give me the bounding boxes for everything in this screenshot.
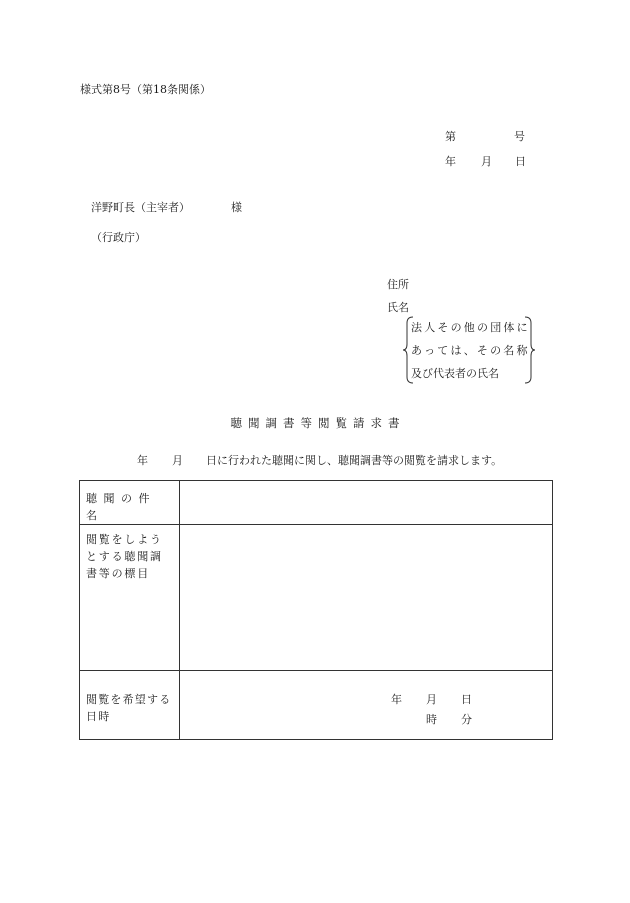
table-row: [80, 671, 553, 740]
datetime-year: 年: [391, 693, 402, 706]
note-line-1: 法人その他の団体に: [411, 321, 530, 334]
date-year: 年: [445, 155, 456, 168]
addressee-name: 洋野町長（主宰者）: [91, 201, 190, 214]
date-month: 月: [481, 155, 492, 168]
doc-number-dai: 第: [445, 130, 456, 143]
request-table: [79, 480, 553, 740]
desired-datetime-field[interactable]: [180, 671, 553, 740]
record-items-label-cell: [80, 525, 180, 671]
hearing-subject-field[interactable]: [180, 481, 553, 525]
sentence-year: 年: [137, 454, 148, 467]
doc-number-go: 号: [514, 130, 525, 143]
document-title: 聴聞調書等閲覧請求書: [230, 416, 406, 430]
address-label: 住所: [387, 278, 409, 291]
table-row: [80, 481, 553, 525]
datetime-day: 日: [461, 693, 472, 706]
addressee-agency: （行政庁）: [91, 231, 146, 244]
table-row: [80, 525, 553, 671]
note-line-2: あっては、その名称: [411, 344, 530, 357]
record-items-field[interactable]: [180, 525, 553, 671]
addressee-honorific: 様: [231, 201, 242, 214]
name-label: 氏名: [387, 301, 409, 314]
form-number: 様式第8号（第18条関係）: [80, 83, 211, 96]
corporate-name-note: [403, 316, 536, 384]
sentence-month: 月: [172, 454, 183, 467]
datetime-month: 月: [426, 693, 437, 706]
desired-datetime-label: 閲覧を希望する日時: [86, 693, 172, 723]
desired-datetime-label-cell: [80, 671, 180, 740]
record-items-label: 閲覧をしようとする聴聞調書等の標目: [86, 533, 163, 580]
date-day: 日: [515, 155, 526, 168]
hearing-subject-label: 聴聞の件名: [86, 492, 156, 522]
note-line-3: 及び代表者の氏名: [411, 367, 499, 380]
datetime-hour: 時: [426, 713, 437, 726]
datetime-minute: 分: [461, 713, 472, 726]
hearing-subject-label-cell: [80, 481, 180, 525]
sentence-text: 日に行われた聴聞に関し、聴聞調書等の閲覧を請求します。: [206, 454, 503, 467]
